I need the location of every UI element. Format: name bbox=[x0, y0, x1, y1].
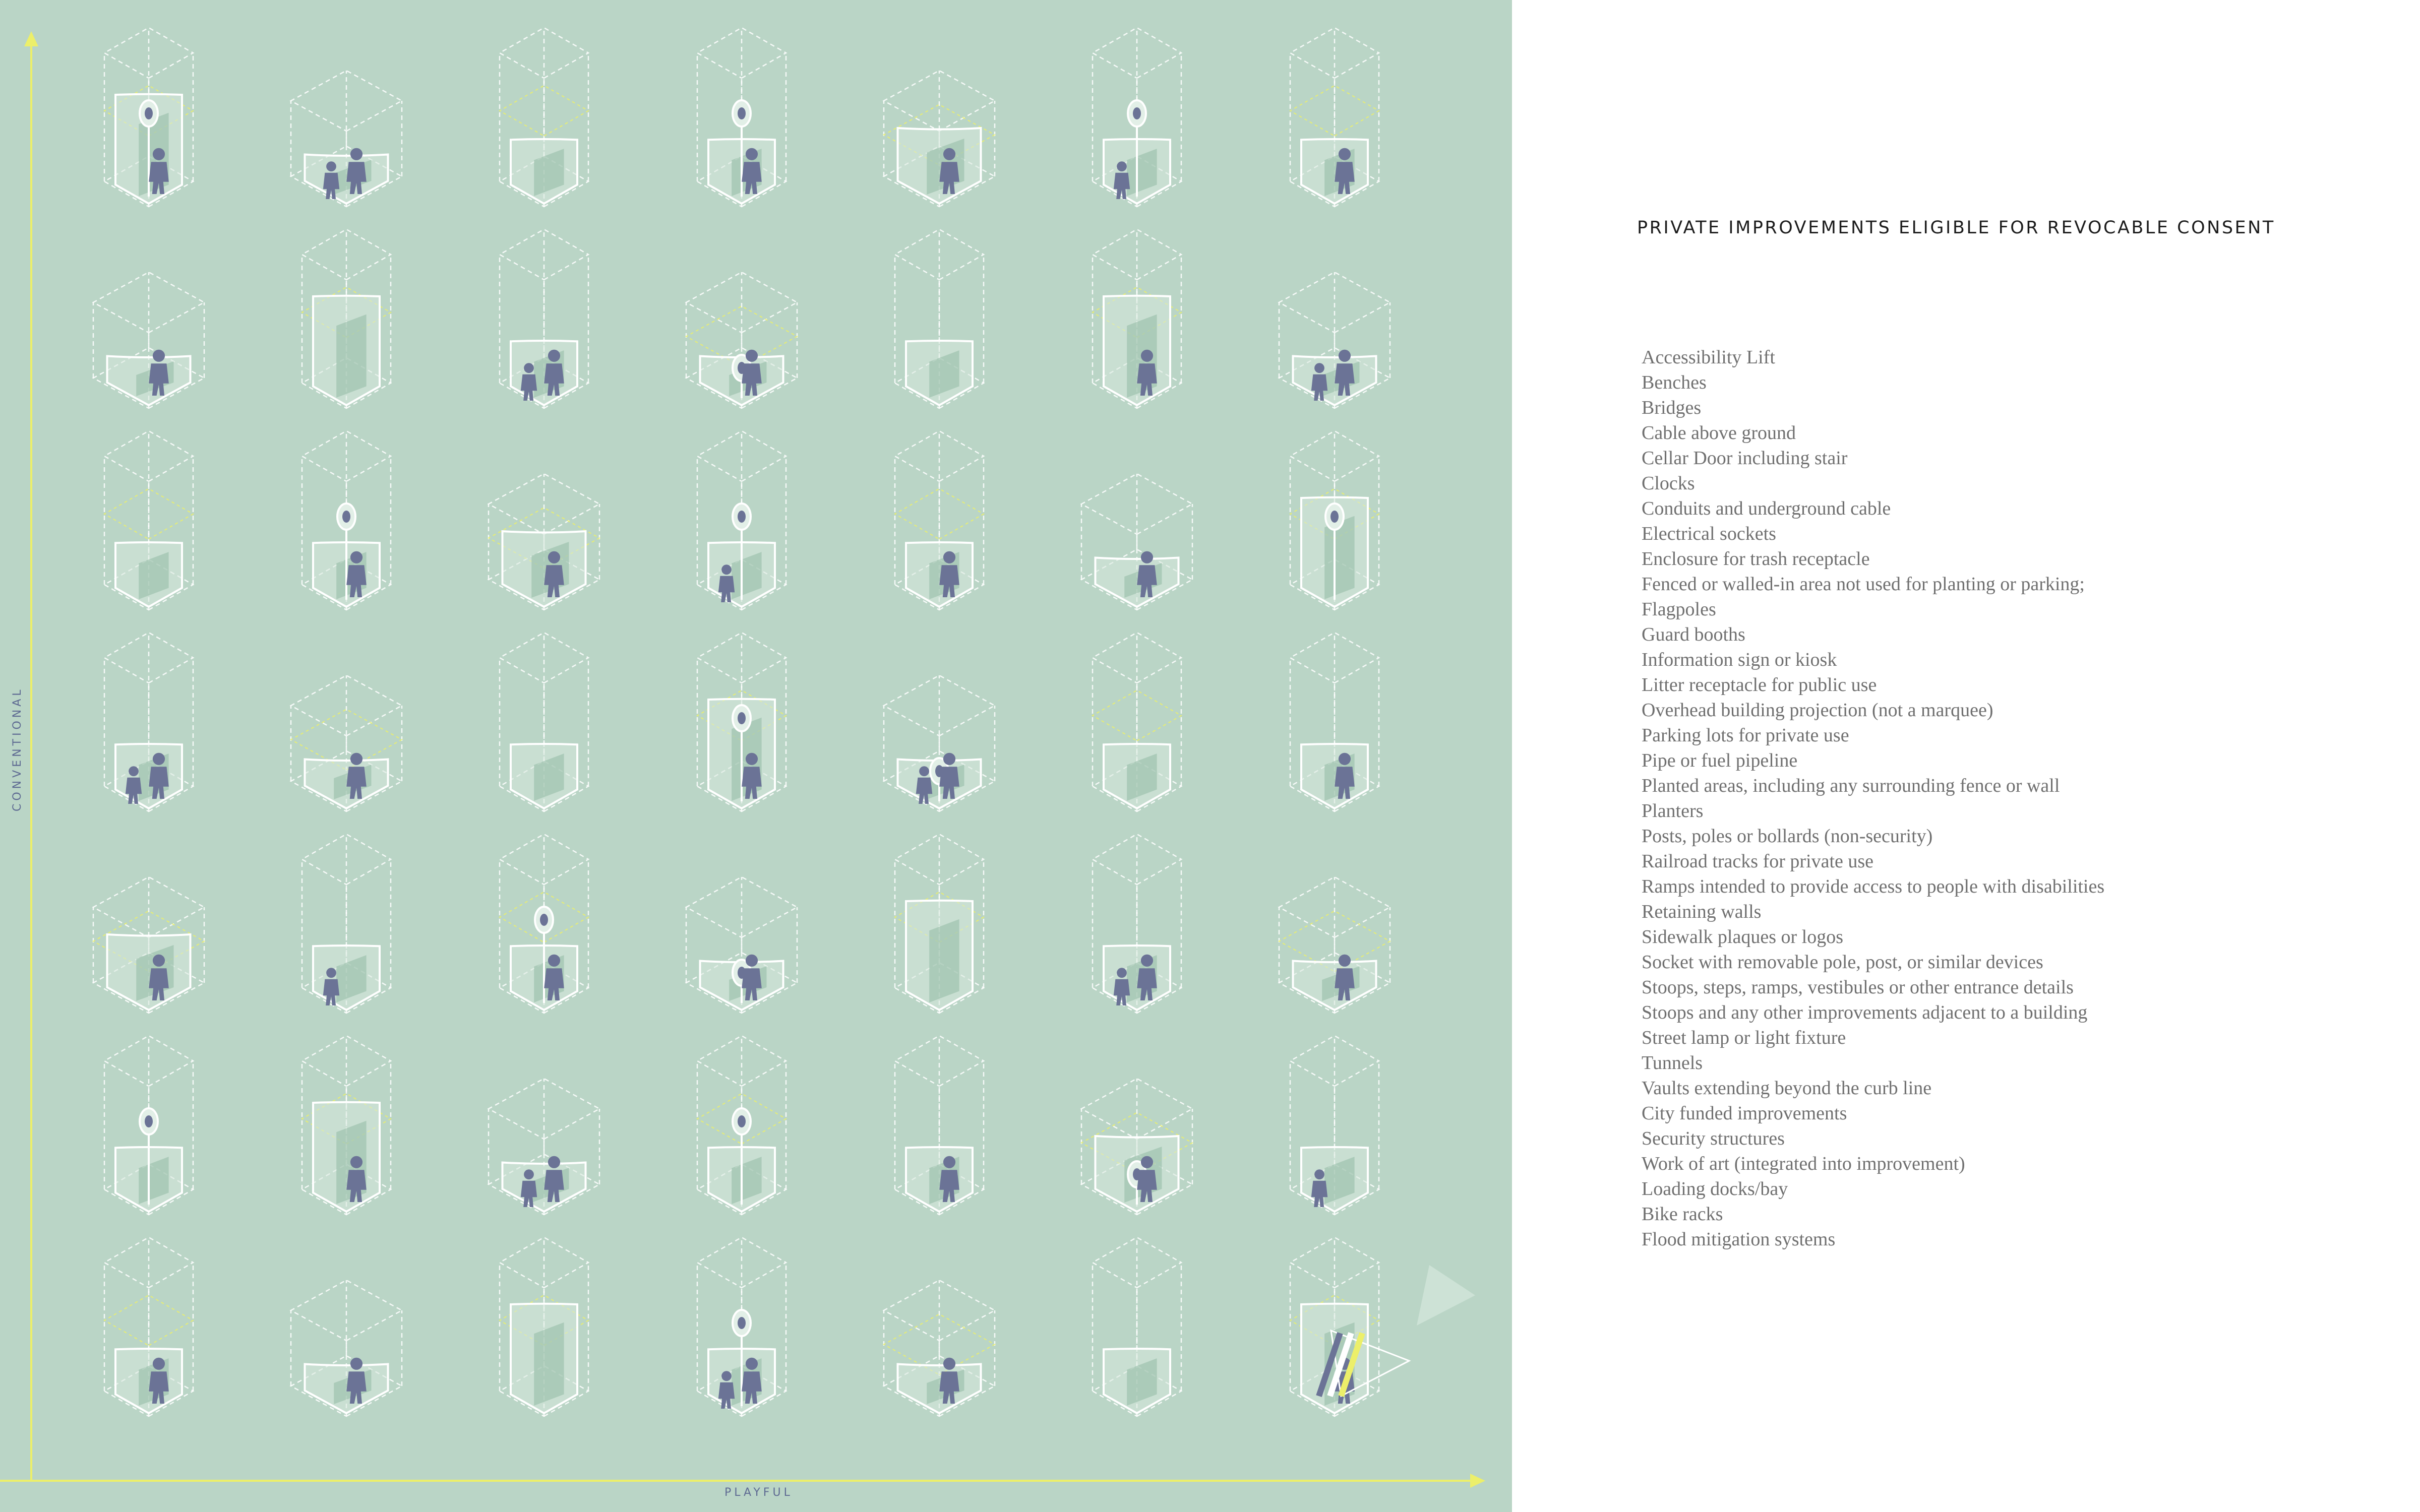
list-item: Retaining walls bbox=[1642, 901, 1762, 922]
person-icon bbox=[548, 1156, 560, 1168]
person-icon bbox=[1339, 148, 1351, 160]
list-item: Bridges bbox=[1642, 397, 1702, 418]
person-icon bbox=[943, 753, 955, 765]
list-item: Benches bbox=[1642, 372, 1707, 393]
list-item: Litter receptacle for public use bbox=[1642, 674, 1877, 696]
clock-face-icon bbox=[540, 914, 548, 926]
person-icon bbox=[943, 1358, 955, 1370]
improvement-cell bbox=[895, 1036, 984, 1215]
object-shade bbox=[929, 919, 959, 1002]
x-axis-label: PLAYFUL bbox=[724, 1486, 793, 1499]
improvement-cell bbox=[697, 28, 786, 207]
person-icon bbox=[153, 753, 165, 765]
person-icon bbox=[326, 161, 336, 171]
improvement-cell bbox=[1093, 1237, 1181, 1416]
person-icon bbox=[943, 551, 955, 563]
improvement-cell bbox=[291, 1280, 402, 1416]
improvement-cell bbox=[302, 1036, 391, 1215]
improvement-cell bbox=[489, 474, 599, 610]
list-item: Cellar Door including stair bbox=[1642, 448, 1848, 469]
person-icon bbox=[1339, 350, 1351, 362]
person-icon bbox=[326, 968, 336, 978]
list-item: Tunnels bbox=[1642, 1052, 1703, 1074]
clock-face-icon bbox=[1330, 511, 1339, 523]
list-item: Work of art (integrated into improvement) bbox=[1642, 1153, 1965, 1174]
person-icon bbox=[1314, 1169, 1324, 1179]
list-item: Conduits and underground cable bbox=[1642, 498, 1891, 519]
improvement-cell bbox=[302, 229, 391, 408]
improvement-cell bbox=[884, 675, 995, 811]
person-icon bbox=[919, 766, 929, 776]
person-icon bbox=[548, 551, 560, 563]
clock-face-icon bbox=[738, 511, 746, 523]
list-item: Overhead building projection (not a marquee) bbox=[1642, 700, 1993, 721]
person-icon bbox=[746, 350, 758, 362]
list-item: Enclosure for trash receptacle bbox=[1642, 548, 1870, 570]
person-icon bbox=[524, 363, 534, 373]
list-item: Loading docks/bay bbox=[1642, 1178, 1788, 1200]
person-icon bbox=[746, 955, 758, 967]
improvement-cell bbox=[895, 834, 984, 1013]
improvement-cell bbox=[697, 1036, 786, 1215]
improvement-cell bbox=[697, 431, 786, 610]
person-icon bbox=[153, 955, 165, 967]
object-shade bbox=[534, 1322, 564, 1406]
clock-face-icon bbox=[1133, 107, 1141, 119]
person-icon bbox=[1339, 753, 1351, 765]
improvement-cell bbox=[104, 431, 193, 610]
improvement-cell bbox=[104, 633, 193, 811]
person-icon bbox=[1141, 551, 1153, 563]
list-item: Flagpoles bbox=[1642, 599, 1716, 620]
person-icon bbox=[548, 350, 560, 362]
list-item: Flood mitigation systems bbox=[1642, 1229, 1836, 1250]
triangle-icon bbox=[1417, 1265, 1475, 1326]
person-icon bbox=[1117, 161, 1127, 171]
improvement-cell bbox=[500, 834, 588, 1013]
improvement-cell bbox=[1279, 272, 1390, 408]
improvement-cell bbox=[1290, 1036, 1379, 1215]
improvement-cell bbox=[1093, 834, 1181, 1013]
person-icon bbox=[746, 753, 758, 765]
improvement-cell bbox=[291, 71, 402, 207]
improvement-cell bbox=[895, 229, 984, 408]
person-icon bbox=[721, 564, 732, 575]
improvement-cell bbox=[93, 877, 204, 1013]
person-icon bbox=[746, 1358, 758, 1370]
list-item: Railroad tracks for private use bbox=[1642, 851, 1874, 872]
list-item: City funded improvements bbox=[1642, 1103, 1847, 1124]
person-icon bbox=[350, 551, 362, 563]
improvement-cell bbox=[104, 28, 193, 207]
person-icon bbox=[1141, 1156, 1153, 1168]
improvement-grid bbox=[93, 28, 1390, 1416]
x-axis-arrow-icon bbox=[1470, 1474, 1485, 1488]
person-icon bbox=[350, 753, 362, 765]
list-item: Information sign or kiosk bbox=[1642, 649, 1837, 670]
y-axis-arrow-icon bbox=[24, 31, 38, 46]
improvement-cell bbox=[697, 633, 786, 811]
improvement-cell bbox=[302, 834, 391, 1013]
list-item: Pipe or fuel pipeline bbox=[1642, 750, 1798, 771]
clock-face-icon bbox=[738, 712, 746, 724]
clock-face-icon bbox=[342, 511, 350, 523]
panel-title: PRIVATE IMPROVEMENTS ELIGIBLE FOR REVOCABLE CONSENT bbox=[1637, 218, 2275, 238]
improvement-cell bbox=[1290, 633, 1379, 811]
improvement-cell bbox=[1279, 877, 1390, 1013]
person-icon bbox=[350, 1358, 362, 1370]
list-item: Electrical sockets bbox=[1642, 523, 1776, 544]
list-item: Accessibility Lift bbox=[1642, 347, 1775, 368]
improvement-cell bbox=[500, 229, 588, 408]
person-icon bbox=[1339, 955, 1351, 967]
person-icon bbox=[746, 148, 758, 160]
list-item: Planters bbox=[1642, 800, 1704, 822]
person-icon bbox=[350, 148, 362, 160]
clock-face-icon bbox=[145, 107, 153, 119]
improvement-cell bbox=[500, 28, 588, 207]
improvement-cell bbox=[1093, 229, 1181, 408]
list-item: Socket with removable pole, post, or similar devices bbox=[1642, 952, 2043, 973]
list-item: Planted areas, including any surrounding fence or wall bbox=[1642, 775, 2060, 796]
person-icon bbox=[350, 1156, 362, 1168]
improvement-cell bbox=[895, 431, 984, 610]
person-icon bbox=[1141, 955, 1153, 967]
improvement-cell bbox=[697, 1237, 786, 1416]
object-shade bbox=[336, 314, 366, 398]
y-axis-label: CONVENTIONAL bbox=[11, 686, 24, 811]
person-icon bbox=[1141, 350, 1153, 362]
list-item: Bike racks bbox=[1642, 1204, 1723, 1225]
improvement-cell bbox=[1290, 28, 1379, 207]
improvement-cell bbox=[104, 1237, 193, 1416]
improvement-cell bbox=[500, 1237, 588, 1416]
clock-face-icon bbox=[738, 1317, 746, 1329]
person-icon bbox=[524, 1169, 534, 1179]
list-item: Stoops and any other improvements adjacent to a building bbox=[1642, 1002, 2088, 1023]
improvement-cell bbox=[884, 1280, 995, 1416]
clock-face-icon bbox=[738, 1115, 746, 1127]
improvement-cell bbox=[686, 272, 797, 408]
improvement-cell bbox=[1093, 28, 1181, 207]
clock-face-icon bbox=[145, 1115, 153, 1127]
person-icon bbox=[129, 766, 139, 776]
improvement-cell bbox=[1081, 1079, 1192, 1215]
list-item: Cable above ground bbox=[1642, 422, 1796, 444]
clock-face-icon bbox=[738, 107, 746, 119]
person-icon bbox=[1314, 363, 1324, 373]
improvement-cell bbox=[302, 431, 391, 610]
improvement-cell bbox=[489, 1079, 599, 1215]
improvement-list bbox=[1642, 345, 2104, 1252]
improvement-cell bbox=[93, 272, 204, 408]
improvement-cell bbox=[500, 633, 588, 811]
list-item: Ramps intended to provide access to people with disabilities bbox=[1642, 876, 2105, 897]
person-icon bbox=[943, 148, 955, 160]
improvement-cell bbox=[686, 877, 797, 1013]
list-item: Clocks bbox=[1642, 473, 1695, 494]
person-icon bbox=[153, 350, 165, 362]
list-item: Guard booths bbox=[1642, 624, 1745, 645]
list-item: Security structures bbox=[1642, 1128, 1785, 1149]
list-item: Posts, poles or bollards (non-security) bbox=[1642, 826, 1933, 847]
improvement-cell bbox=[884, 71, 995, 207]
person-icon bbox=[548, 955, 560, 967]
person-icon bbox=[943, 1156, 955, 1168]
person-icon bbox=[153, 1358, 165, 1370]
improvement-cell bbox=[104, 1036, 193, 1215]
improvement-cell bbox=[1081, 474, 1192, 610]
improvement-cell bbox=[1290, 431, 1379, 610]
list-item: Stoops, steps, ramps, vestibules or other entrance details bbox=[1642, 977, 2074, 998]
list-item: Street lamp or light fixture bbox=[1642, 1027, 1846, 1048]
list-item: Sidewalk plaques or logos bbox=[1642, 926, 1844, 948]
improvement-cell bbox=[1093, 633, 1181, 811]
person-icon bbox=[1117, 968, 1127, 978]
person-icon bbox=[721, 1371, 732, 1381]
legend-panel bbox=[1512, 0, 2420, 1512]
list-item: Vaults extending beyond the curb line bbox=[1642, 1078, 1932, 1099]
person-icon bbox=[153, 148, 165, 160]
list-item: Fenced or walled-in area not used for planting or parking; bbox=[1642, 574, 2085, 595]
improvement-cell bbox=[291, 675, 402, 811]
list-item: Parking lots for private use bbox=[1642, 725, 1849, 746]
